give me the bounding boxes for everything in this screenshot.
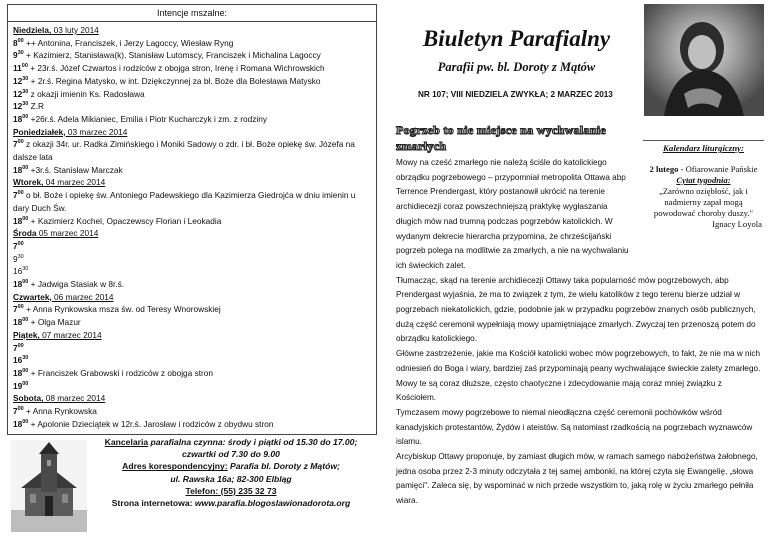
mass-minute: 00 [17,304,24,311]
mass-minute: 30 [22,101,29,108]
mass-hour: 16 [13,355,23,366]
mass-minute: 00 [22,418,29,425]
mass-time [13,343,24,353]
church-image [11,440,87,532]
mass-minute: 00 [22,367,29,374]
mass-time [13,101,28,111]
address-parish: Parafia bl. Doroty z Mątów; [227,461,340,472]
calendar-date: 2 lutego [649,164,679,174]
mass-minute: 30 [17,50,24,57]
mass-minute: 00 [17,406,24,413]
mass-time [13,38,24,48]
mass-intention [13,303,372,316]
bulletin-column [394,0,766,543]
mass-hour: 12 [13,101,23,112]
mass-intention [13,100,372,113]
day-name: Poniedziałek, [13,126,66,137]
mass-hour: 12 [13,88,23,99]
mass-time [13,76,28,86]
mass-hour: 18 [13,113,23,124]
day-name: Środa [13,228,37,239]
calendar-heading: Kalendarz liturgiczny: [663,143,744,153]
website-url[interactable]: www.parafia.blogoslawionadorota.org [192,498,351,509]
mass-time [13,419,28,429]
issue-info: NR 107; VIII NIEDZIELA ZWYKŁA; 2 MARZEC 2013 [418,90,613,99]
quote-author: Ignacy Loyola [712,219,762,229]
mass-time [13,89,28,99]
mass-time [13,381,28,391]
mass-time [13,63,28,73]
day-name: Piątek, [13,329,40,340]
mass-text: o bł. Boże i opiekę św. Antoniego Padewskiego dla Kazimierza Giedrojća w dniu imienin u dary Duch Św. [13,190,356,213]
article-paragraph-1: Mowy na cześć zmarłego nie należą ściśle do katolickiego obrządku pogrzebowego – przypomniał metropolita Ottawa abp Terrence Prendergast, który postanowił ukrócić na terenie archidiecezji coraz powszechniejszą praktykę wygłaszania długich mów nad trumną podczas pogrzebów katolickich. W wydanym dekrecie hierarcha przypomina, że chrześcijański pogrzeb polega na modlitwie za zmarłych, a nie na wychwalaniu ich świeckich zalet. [396,158,629,270]
day-name: Wtorek, [13,177,44,188]
mass-intention [13,380,372,393]
mass-intention [13,164,372,177]
mass-hour: 18 [13,317,23,328]
intentions-box [7,4,377,435]
office-hours: parafialna czynna: środy i piątki od 15.30 do 17.00; [148,437,358,447]
mass-time [13,241,24,251]
mass-hour: 7 [13,190,18,201]
mass-text: + Franciszek Grabowski i rodziców z obojga stron [28,367,214,378]
mass-minute: 00 [17,37,24,44]
mass-time [13,317,28,327]
mass-minute: 30 [22,75,29,82]
intentions-title: Intencje mszalne: [8,7,376,22]
mass-minute: 00 [22,164,29,171]
article-paragraph-2: Tłumacząc, skąd na terenie archidiecezji Ottawy taka popularność mów pogrzebowych, abp Prendergast wyjaśnia, że ma to związek z tym, że wielu katolików z tego terenu bierze udział w pogrzebach niekatolickich, gdzie, podobnie jak w przypadku pogrzebów znanych osób publicznych, dużą część ceremonii wypełniają mowy upamiętniające zmarłych. Zwyczaj ten przenoszą potem do obrządku katolickiego. [396,275,756,344]
article-paragraph-3: Główne zastrzeżenie, jakie ma Kościół katolicki wobec mów pogrzebowych, to fakt, że nie ma w nich odniesień do Boga i wiary, bardziej zaś przypominają peany wychwalające świeckie zalety zmarłego. Mowy te są coraz dłuższe, często chaotyczne i zdecydowanie mają coraz mniej związku z Kościołem. [396,349,761,403]
day-date: 03 luty 2014 [51,25,99,35]
mass-intention [13,37,372,50]
mass-hour: 12 [13,75,23,86]
mass-time [13,139,24,149]
day-heading [13,24,372,37]
mass-intention [13,240,372,253]
mass-hour: 8 [13,37,18,48]
article-paragraph-5: Arcybiskup Ottawy proponuje, by zamiast długich mów, w ramach samego nabożeństwa żałobnego, jedna osoba przez 2-3 minuty odczytała z tej samej ambonki, na której czyta się Ewangelię, „słowa pamięci". Zaleca się, by wspominać w nich przede wszystkim to, jaką rolę w życiu zmarłego pełniła wiara. [396,452,758,506]
day-date: 05 marzec 2014 [36,228,99,239]
day-heading [13,329,372,342]
bulletin-title: Biuletyn Parafialny [422,26,611,51]
mass-intention [13,405,372,418]
mass-intention [13,253,372,266]
mass-time [13,304,24,314]
mass-minute: 00 [22,113,29,120]
phone: Telefon: (55) 235 32 73 [185,485,277,496]
day-name: Sobota, [13,393,44,404]
quote-text: „Zarówno oziębłość, jak i nadmierny zapał mogą powodować choroby duszy." [653,186,754,218]
mass-time [13,279,28,289]
day-date: 08 marzec 2014 [43,393,106,404]
mass-minute: 00 [22,380,29,387]
mass-minute: 00 [17,240,24,247]
mass-hour: 7 [13,240,18,251]
blessed-dorota-portrait [644,4,764,116]
mass-time [13,355,28,365]
day-date: 06 marzec 2014 [51,291,114,302]
mass-text: + 23r.ś. Józef Czwartos i rodziców z obojga stron, Irenę i Romana Wichrowskich [27,63,325,74]
bulletin-subtitle: Parafii pw. bl. Doroty z Mątów [437,60,596,74]
day-heading [13,392,372,405]
day-name: Niedziela, [13,25,52,35]
mass-text: + Kazimierz Kochel, Opaczewscy Florian i Leokadia [28,215,222,226]
mass-hour: 9 [13,253,18,264]
mass-time [13,50,24,60]
address-label: Adres korespondencyjny: [122,461,228,472]
mass-time [13,266,28,276]
mass-minute: 30 [17,253,24,260]
mass-text: +26r.ś. Adela Mikianiec, Emilia i Piotr Kucharczyk i zm. z rodziny [28,113,267,124]
mass-time [13,368,28,378]
mass-hour: 7 [13,304,18,315]
mass-time [13,254,24,264]
mass-intention [13,75,372,88]
mass-hour: 18 [13,164,23,175]
mass-text: + 2r.ś. Regina Matysko, w int. Dziękczynnej za bł. Boże dla Bolesława Matysko [28,75,321,86]
mass-intention [13,367,372,380]
mass-text: ++ Antonina, Franciszek, i Jerzy Lagoccy, Wiesław Ryng [23,37,234,48]
day-date: 07 marzec 2014 [39,329,102,340]
mass-minute: 00 [22,317,29,324]
contact-info [85,436,377,509]
address-street: ul. Rawska 16a; 82-300 Elbląg [170,473,292,484]
mass-minute: 30 [22,355,29,362]
mass-time [13,165,28,175]
mass-hour: 18 [13,215,23,226]
calendar-box [643,140,764,258]
mass-text: z okazji 34r. ur. Radka Zimińskiego i Moniki Sadowy o zdr. i bł. Boże opiekę św. Józefa na dalsze lata [13,139,355,163]
intentions-column [7,4,377,435]
mass-hour: 16 [13,266,23,277]
office-label: Kancelaria [104,437,149,447]
mass-minute: 00 [17,139,24,146]
mass-intention [13,88,372,101]
mass-intention [13,189,372,214]
mass-intention [13,62,372,75]
mass-hour: 7 [13,406,18,417]
mass-intention [13,278,372,291]
mass-hour: 7 [13,342,18,353]
mass-text: + Jadwiga Stasiak w 8r.ś. [28,279,125,290]
mass-minute: 30 [22,266,29,273]
mass-intention [13,138,372,163]
mass-hour: 7 [13,139,18,150]
mass-minute: 30 [22,88,29,95]
mass-intention [13,316,372,329]
intentions-list [13,24,372,431]
mass-hour: 9 [13,50,18,61]
mass-hour: 11 [13,63,22,74]
mass-intention [13,354,372,367]
mass-intention [13,418,372,431]
day-name: Czwartek, [13,291,52,302]
day-heading [13,227,372,240]
mass-time [13,190,24,200]
mass-hour: 19 [13,380,23,391]
mass-text: + Anna Rynkowska [23,406,97,417]
office-thursday: czwartki od 7.30 do 9.00 [182,449,280,460]
day-heading [13,291,372,304]
mass-minute: 00 [22,279,29,286]
mass-text: + Olga Mazur [28,317,81,328]
article-body [396,143,764,509]
mass-time [13,406,24,416]
day-heading [13,126,372,139]
mass-time [13,114,28,124]
article-title: Pogrzeb to nie miejsce na wychwalanie zmarłych [396,123,607,153]
article-paragraph-4: Tymczasem mowy pogrzebowe to niemal nieodłączna część ceremonii pochówków wśród kanadyjskich protestantów, Żydów i ateistów. Są natomiast rzadkością na pogrzebach wyznawców islamu. [396,407,753,447]
mass-text: + Kazimierz, Stanisława(k), Stanisław Lutomscy, Franciszek i Michalina Lagoccy [23,50,321,61]
mass-hour: 18 [13,367,23,378]
mass-intention [13,113,372,126]
mass-intention [13,49,372,62]
day-date: 04 marzec 2014 [43,177,106,188]
mass-minute: 00 [17,190,24,197]
mass-text: z okazji imienin Ks. Radosława [28,88,145,99]
mass-intention [13,265,372,278]
mass-intention [13,342,372,355]
mass-time [13,216,28,226]
mass-minute: 00 [17,342,24,349]
mass-hour: 18 [13,279,23,290]
calendar-event: - Ofiarowanie Pańskie [678,164,758,174]
mass-text: + Apolonie Dzieciątek w 12r.ś. Jarosław i rodziców z obydwu stron [28,418,274,429]
mass-text: Z.R [28,101,45,112]
mass-text: +3r.ś. Stanisław Marczak [28,164,123,175]
mass-text: + Anna Rynkowska msza św. od Teresy Wnorowskiej [23,304,221,315]
contact-section [7,436,377,536]
mass-hour: 18 [13,418,23,429]
website-label: Strona internetowa: [111,498,193,509]
quote-heading: Cytat tygodnia: [676,175,731,185]
day-date: 03 marzec 2014 [65,126,128,137]
mass-intention [13,215,372,228]
mass-minute: 00 [22,215,29,222]
day-heading [13,176,372,189]
mass-minute: 00 [21,63,28,70]
